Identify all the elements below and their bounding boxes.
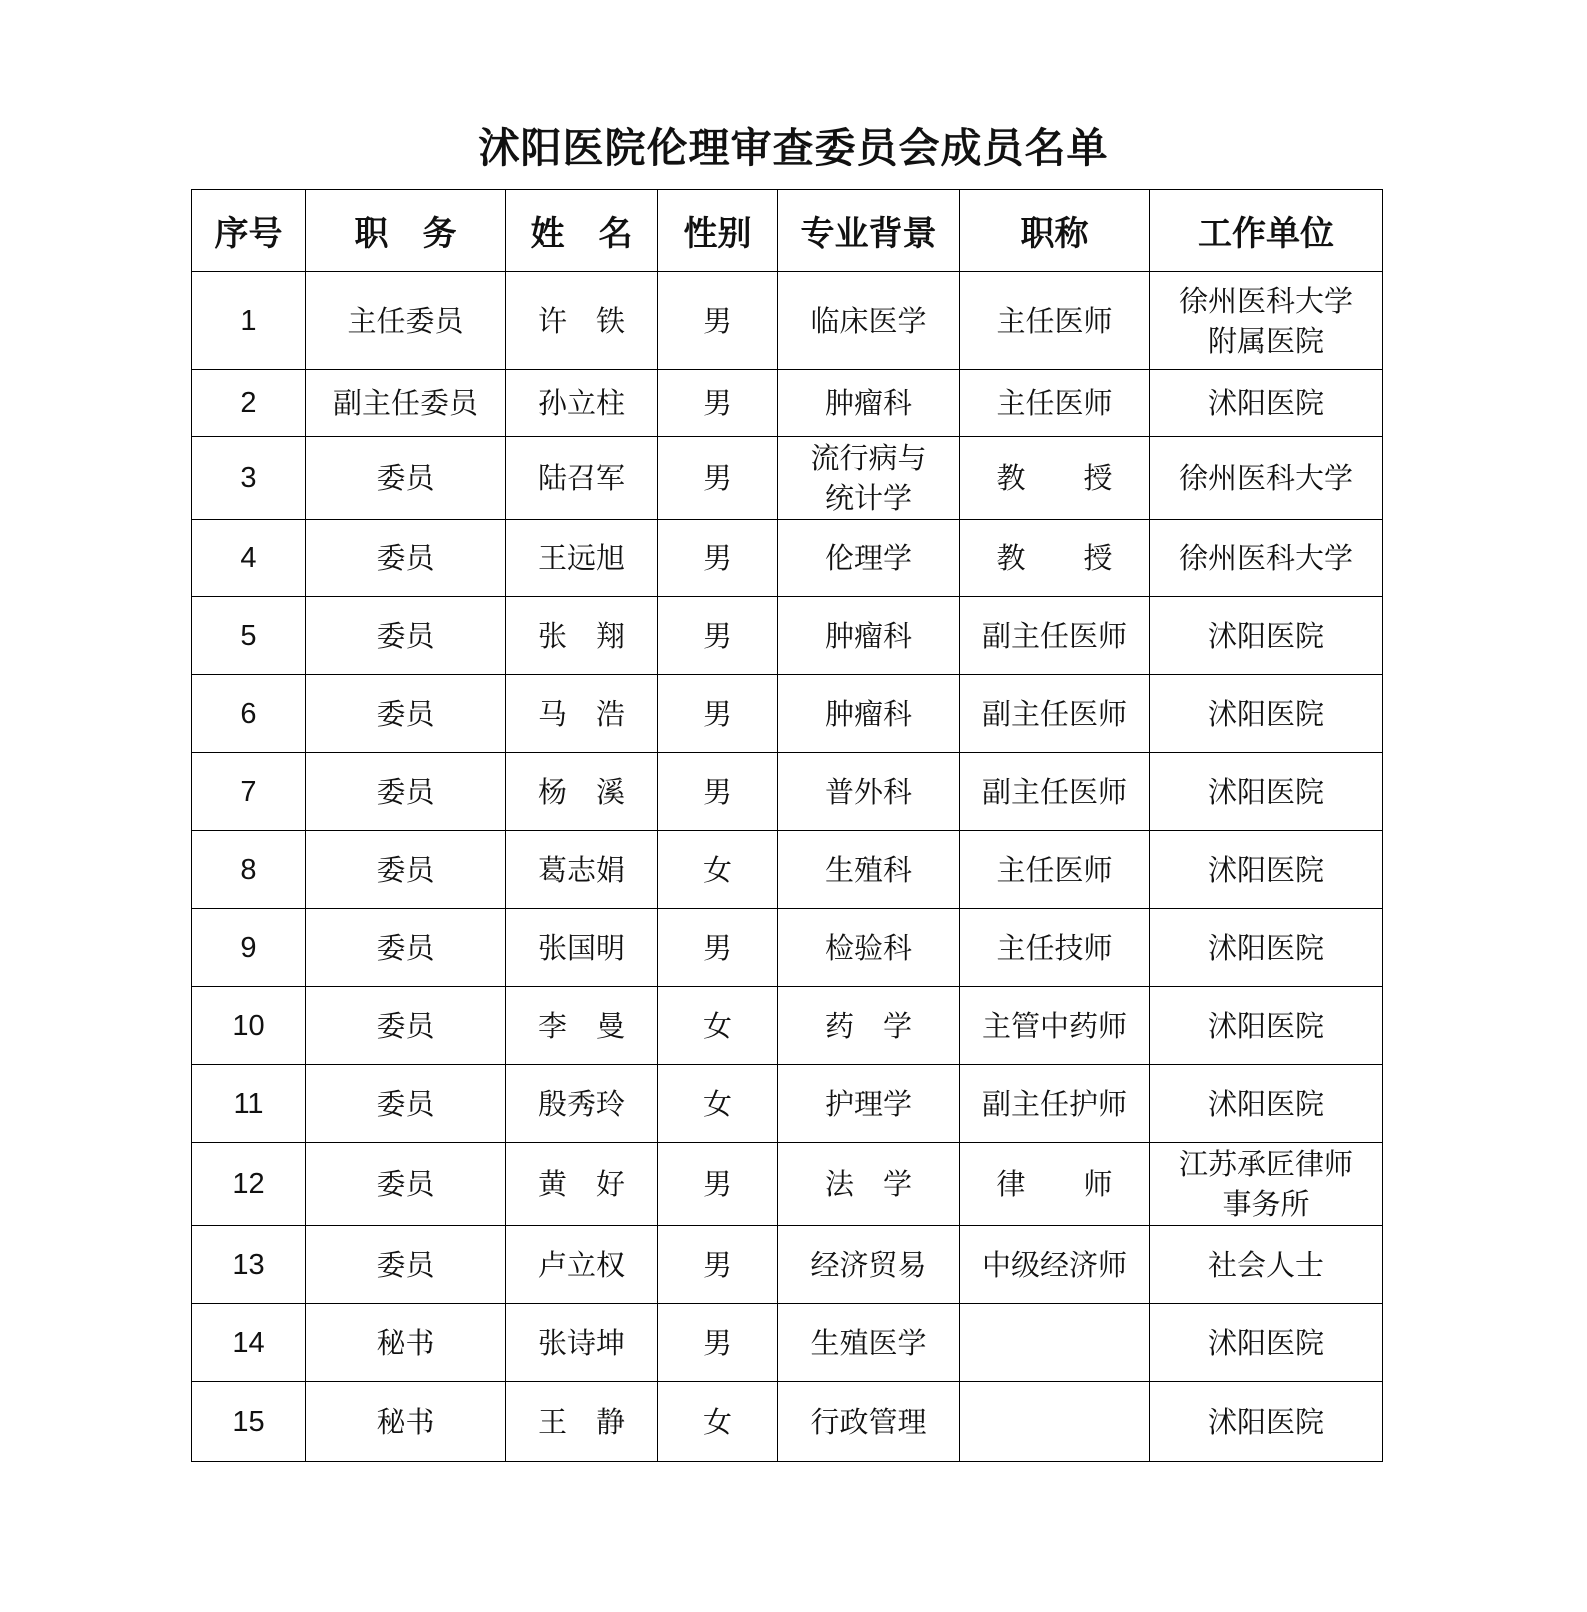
- table-row: [192, 597, 1383, 675]
- cell-position: 委员: [306, 1226, 506, 1304]
- header-specialty: 专业背景: [778, 190, 960, 272]
- cell-workplace: 社会人士: [1150, 1226, 1383, 1304]
- table-row: [192, 987, 1383, 1065]
- cell-index: 7: [192, 753, 306, 831]
- cell-gender: 男: [658, 437, 778, 520]
- members-table: [191, 189, 1383, 1462]
- cell-specialty-text: 流行病与 统计学: [810, 441, 927, 515]
- cell-position: 副主任委员: [306, 370, 506, 437]
- cell-position: 委员: [306, 597, 506, 675]
- cell-title: [960, 1304, 1150, 1382]
- table-row: [192, 753, 1383, 831]
- cell-gender: 女: [658, 1065, 778, 1143]
- cell-title: 主任医师: [960, 831, 1150, 909]
- cell-gender: 女: [658, 987, 778, 1065]
- cell-title: 主任医师: [960, 272, 1150, 370]
- table-row: [192, 1226, 1383, 1304]
- table-row: [192, 1065, 1383, 1143]
- cell-name: 马 浩: [506, 675, 658, 753]
- cell-specialty: 肿瘤科: [778, 597, 960, 675]
- cell-title: 主任技师: [960, 909, 1150, 987]
- cell-index: 8: [192, 831, 306, 909]
- cell-workplace: 徐州医科大学: [1150, 520, 1383, 597]
- cell-specialty: 检验科: [778, 909, 960, 987]
- cell-name: 王 静: [506, 1382, 658, 1462]
- cell-workplace: [1150, 1143, 1383, 1226]
- table-row: [192, 909, 1383, 987]
- cell-name: 殷秀玲: [506, 1065, 658, 1143]
- cell-specialty: [778, 437, 960, 520]
- table-row: [192, 370, 1383, 437]
- cell-index: 4: [192, 520, 306, 597]
- table-row: [192, 831, 1383, 909]
- cell-workplace: 沭阳医院: [1150, 831, 1383, 909]
- header-position: 职 务: [306, 190, 506, 272]
- cell-gender: 男: [658, 753, 778, 831]
- header-workplace: 工作单位: [1150, 190, 1383, 272]
- cell-workplace: 沭阳医院: [1150, 370, 1383, 437]
- cell-index: 11: [192, 1065, 306, 1143]
- cell-workplace: 沭阳医院: [1150, 753, 1383, 831]
- cell-gender: 男: [658, 272, 778, 370]
- cell-specialty: 伦理学: [778, 520, 960, 597]
- cell-title: 副主任医师: [960, 753, 1150, 831]
- cell-position: 委员: [306, 987, 506, 1065]
- cell-index: 13: [192, 1226, 306, 1304]
- cell-gender: 男: [658, 1143, 778, 1226]
- cell-workplace: 沭阳医院: [1150, 987, 1383, 1065]
- cell-position: 委员: [306, 520, 506, 597]
- cell-workplace: 沭阳医院: [1150, 675, 1383, 753]
- cell-index: 10: [192, 987, 306, 1065]
- cell-specialty: 肿瘤科: [778, 370, 960, 437]
- cell-title: 副主任医师: [960, 597, 1150, 675]
- cell-index: 6: [192, 675, 306, 753]
- table-row: [192, 1304, 1383, 1382]
- table-row: [192, 520, 1383, 597]
- header-name: 姓 名: [506, 190, 658, 272]
- cell-title: 中级经济师: [960, 1226, 1150, 1304]
- cell-name: 卢立权: [506, 1226, 658, 1304]
- cell-position: 委员: [306, 1143, 506, 1226]
- cell-gender: 男: [658, 1226, 778, 1304]
- cell-workplace: [1150, 272, 1383, 370]
- cell-workplace: 沭阳医院: [1150, 909, 1383, 987]
- cell-gender: 女: [658, 1382, 778, 1462]
- cell-index: 3: [192, 437, 306, 520]
- cell-name: 葛志娟: [506, 831, 658, 909]
- header-title: 职称: [960, 190, 1150, 272]
- table-row: [192, 675, 1383, 753]
- cell-name: 张 翔: [506, 597, 658, 675]
- cell-name: 黄 好: [506, 1143, 658, 1226]
- header-index: 序号: [192, 190, 306, 272]
- cell-position: 秘书: [306, 1382, 506, 1462]
- cell-title: [960, 1382, 1150, 1462]
- cell-specialty: 临床医学: [778, 272, 960, 370]
- cell-name: 陆召军: [506, 437, 658, 520]
- cell-name: 张国明: [506, 909, 658, 987]
- cell-position: 委员: [306, 675, 506, 753]
- cell-workplace: 沭阳医院: [1150, 1304, 1383, 1382]
- cell-specialty: 肿瘤科: [778, 675, 960, 753]
- cell-position: 委员: [306, 753, 506, 831]
- cell-name: 杨 溪: [506, 753, 658, 831]
- cell-workplace: 沭阳医院: [1150, 597, 1383, 675]
- cell-workplace: 沭阳医院: [1150, 1065, 1383, 1143]
- table-row: [192, 437, 1383, 520]
- cell-index: 1: [192, 272, 306, 370]
- cell-position: 委员: [306, 1065, 506, 1143]
- cell-name: 孙立柱: [506, 370, 658, 437]
- cell-index: 9: [192, 909, 306, 987]
- cell-title: 教 授: [960, 437, 1150, 520]
- cell-specialty: 护理学: [778, 1065, 960, 1143]
- cell-workplace-text: 徐州医科大学 附属医院: [1178, 283, 1353, 358]
- table-row: [192, 272, 1383, 370]
- cell-title: 教 授: [960, 520, 1150, 597]
- table-row: [192, 1143, 1383, 1226]
- cell-title: 副主任护师: [960, 1065, 1150, 1143]
- cell-gender: 女: [658, 831, 778, 909]
- cell-position: 委员: [306, 831, 506, 909]
- cell-index: 5: [192, 597, 306, 675]
- cell-title: 律 师: [960, 1143, 1150, 1226]
- cell-name: 王远旭: [506, 520, 658, 597]
- cell-specialty: 法 学: [778, 1143, 960, 1226]
- cell-gender: 男: [658, 370, 778, 437]
- cell-title: 副主任医师: [960, 675, 1150, 753]
- cell-specialty: 行政管理: [778, 1382, 960, 1462]
- header-gender: 性别: [658, 190, 778, 272]
- cell-specialty: 药 学: [778, 987, 960, 1065]
- cell-specialty: 普外科: [778, 753, 960, 831]
- cell-workplace: 沭阳医院: [1150, 1382, 1383, 1462]
- cell-gender: 男: [658, 597, 778, 675]
- page-title: 沭阳医院伦理审查委员会成员名单: [478, 124, 1109, 172]
- cell-name: 李 曼: [506, 987, 658, 1065]
- cell-gender: 男: [658, 675, 778, 753]
- cell-index: 12: [192, 1143, 306, 1226]
- cell-name: 许 铁: [506, 272, 658, 370]
- cell-name: 张诗坤: [506, 1304, 658, 1382]
- table-row: [192, 1382, 1383, 1462]
- cell-title: 主管中药师: [960, 987, 1150, 1065]
- cell-gender: 男: [658, 520, 778, 597]
- cell-workplace-text: 江苏承匠律师 事务所: [1178, 1147, 1353, 1221]
- cell-specialty: 生殖医学: [778, 1304, 960, 1382]
- cell-gender: 男: [658, 909, 778, 987]
- cell-workplace: 徐州医科大学: [1150, 437, 1383, 520]
- table-header-row: [192, 190, 1383, 272]
- cell-position: 秘书: [306, 1304, 506, 1382]
- cell-position: 主任委员: [306, 272, 506, 370]
- cell-position: 委员: [306, 909, 506, 987]
- cell-title: 主任医师: [960, 370, 1150, 437]
- cell-position: 委员: [306, 437, 506, 520]
- cell-index: 14: [192, 1304, 306, 1382]
- cell-index: 15: [192, 1382, 306, 1462]
- cell-gender: 男: [658, 1304, 778, 1382]
- cell-specialty: 经济贸易: [778, 1226, 960, 1304]
- cell-index: 2: [192, 370, 306, 437]
- cell-specialty: 生殖科: [778, 831, 960, 909]
